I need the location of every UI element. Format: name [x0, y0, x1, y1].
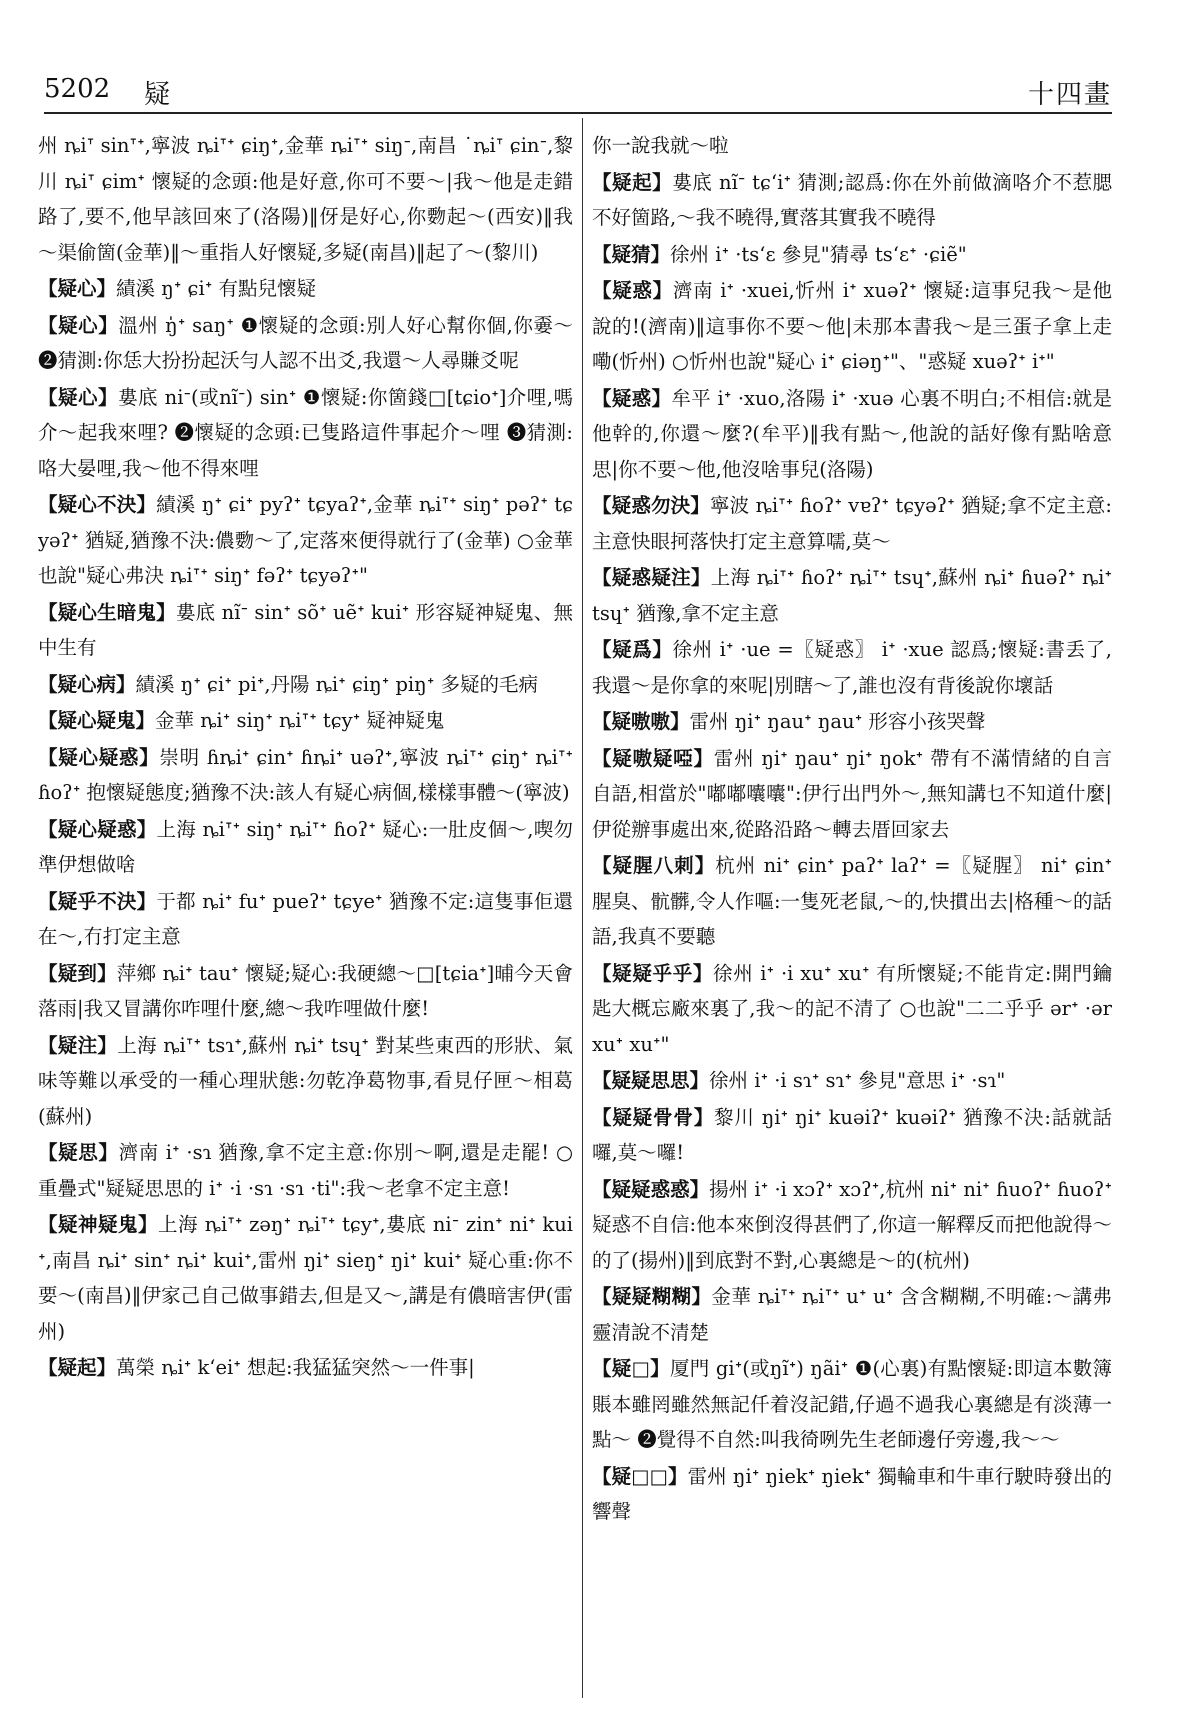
entry-headword: 【疑疑思思】 [592, 1069, 710, 1092]
dictionary-entry [592, 488, 1112, 559]
entry-headword: 【疑□□】 [592, 1464, 688, 1488]
entry-headword: 【疑起】 [592, 170, 673, 194]
entry-headword: 【疑猜】 [592, 242, 671, 266]
entry-headword: 【疑心疑惑】 [38, 745, 160, 769]
column-divider [582, 118, 583, 1698]
entry-text: 于都 ȵiᐩ fuᐩ pueʔᐩ tɕyeᐩ 猶豫不定:這隻事佢還在～,冇打定主意 [38, 889, 573, 948]
entry-headword: 【疑心】 [38, 385, 118, 409]
dictionary-entry [592, 1172, 1112, 1279]
entry-headword: 【疑疑骨骨】 [592, 1105, 715, 1129]
entry-headword: 【疑思】 [38, 1141, 119, 1164]
entry-text: 濟南 iᐩ ·sɿ 猶豫,拿不定主意:你別～啊,還是走罷! ○重疊式"疑疑思思的 iᐩ ·i ·sɿ ·sɿ ·ti":我～老拿不定主意! [38, 1141, 573, 1200]
entry-text: 績溪 ŋᐩ ɕiᐩ 有點兒懷疑 [116, 277, 317, 300]
dictionary-entry [38, 128, 573, 270]
entry-headword: 【疑心疑惑】 [38, 817, 157, 841]
dictionary-entry [592, 956, 1112, 1063]
entry-text: 黎川 ŋiᐩ ŋiᐩ kuəiʔᐩ kuəiʔᐩ 猶豫不決:話就話囉,莫～囉! [592, 1105, 1112, 1164]
entry-headword: 【疑嗷嗷】 [592, 710, 690, 733]
entry-text: 杭州 niᐩ ɕinᐩ paʔᐩ laʔᐩ =〖疑腥〗 niᐩ ɕinᐩ 腥臭、骯髒,令人作嘔:一隻死老鼠,～的,快摜出去|格種～的話語,我真不要聽 [592, 854, 1112, 948]
entry-headword: 【疑嗷疑啞】 [592, 746, 714, 770]
entry-text: 州 ȵiᐪ sinᐪᐩ,寧波 ȵiᐪᐩ ɕiŋᐩ,金華 ȵiᐪᐩ siŋᐨ,南昌 ˙ȵiᐪ ɕinᐨ,黎川 ȵiᐪ ɕimᐩ 懷疑的念頭:他是好意,你可不要～|我～他是走錯路了,要不,他早該回來了(洛陽)‖伢是好心,你覅起～(西安)‖我～渠偷箇(金華)‖～重指人好懷疑,多疑(南昌)‖起了～(黎川) [38, 134, 573, 264]
dictionary-entry [592, 1063, 1112, 1099]
entry-text: 徐州 iᐩ ·i xuᐩ xuᐩ 有所懷疑;不能肯定:開門鑰匙大概忘廠來裏了,我～的記不清了 ○也說"二二乎乎 ərᐩ ·ər xuᐩ xuᐩ" [592, 961, 1112, 1056]
entry-headword: 【疑□】 [592, 1357, 670, 1380]
dictionary-entry [38, 308, 573, 379]
dictionary-entry [38, 595, 573, 666]
dictionary-entry [38, 1350, 573, 1386]
entry-text: 厦門 giᐩ(或ŋĩᐩ) ŋãiᐩ ❶(心裏)有點懷疑:即這本數簿賬本雖罔雖然無記仟着沒記錯,仔過不過我心裏總是有淡薄一點～ ❷覺得不自然:叫我徛咧先生老師邊仔旁邊,我～～ [592, 1357, 1112, 1451]
dictionary-entry [592, 237, 1112, 273]
entry-text: 徐州 iᐩ ·ue =〖疑惑〗 iᐩ ·xue 認爲;懷疑:書丢了,我還～是你拿的來呢|別瞎～了,誰也沒有背後說你壞話 [592, 638, 1112, 697]
entry-headword: 【疑心不決】 [38, 493, 157, 516]
entry-headword: 【疑疑糊糊】 [592, 1285, 712, 1308]
dictionary-entry [592, 848, 1112, 955]
entry-text: 雷州 ŋiᐩ ŋauᐩ ŋauᐩ 形容小孩哭聲 [689, 710, 986, 733]
dictionary-entry [38, 271, 573, 307]
dictionary-entry [38, 1135, 573, 1206]
entry-text: 雷州 ŋiᐩ ŋauᐩ ŋiᐩ ŋokᐩ 帶有不滿情緒的自言自語,相當於"嘟嘟囔囔":伊行出門外～,無知講乜不知道什麼|伊從辦事處出來,從路沿路～轉去厝回家去 [592, 746, 1112, 841]
entry-headword: 【疑乎不決】 [38, 889, 157, 913]
dictionary-entry [592, 165, 1112, 236]
page-header [44, 70, 1112, 114]
entry-headword: 【疑腥八刺】 [592, 854, 716, 877]
entry-headword: 【疑神疑鬼】 [38, 1213, 159, 1236]
entry-text: 徐州 iᐩ ·tsʻɛ 參見"猜尋 tsʻɛᐩ ·ɕiẽ" [670, 242, 967, 266]
entry-text: 上海 ȵiᐪᐩ tsɿᐩ,蘇州 ȵiᐩ tsɥᐩ 對某些東西的形狀、氣味等難以承受的一種心理狀態:勿乾净葛物事,看見仔匣～相葛(蘇州) [38, 1033, 573, 1128]
entry-headword: 【疑惑】 [592, 279, 673, 302]
entry-headword: 【疑心生暗鬼】 [38, 600, 176, 624]
dictionary-entry [592, 1351, 1112, 1458]
entry-text: 婁底 niᐨ(或nĩᐨ) sinᐩ ❶懷疑:你箇錢□[tɕioᐩ]介哩,嗎介～起我來哩? ❷懷疑的念頭:已隻路這件事起介～哩 ❸猜測:咯大晏哩,我～他不得來哩 [38, 385, 573, 480]
dictionary-entry [592, 1459, 1112, 1530]
dictionary-entry [592, 1100, 1112, 1171]
entry-text: 溫州 ŋ̍ᐩ saŋᐩ ❶懷疑的念頭:別人好心幫你個,你嫑～ ❷猜測:你恁大扮扮起沃勻人認不出爻,我還～人尋賺爻呢 [38, 313, 573, 372]
entry-text: 寧波 ȵiᐪᐩ ɦoʔᐩ vɐʔᐩ tɕyəʔᐩ 猶疑;拿不定主意:主意快眼抲落快打定主意算嚅,莫～ [592, 494, 1112, 553]
dictionary-entry [38, 884, 573, 955]
entry-headword: 【疑惑】 [592, 386, 672, 410]
entry-headword: 【疑注】 [38, 1033, 118, 1057]
dictionary-entry [592, 632, 1112, 703]
dictionary-entry [592, 1279, 1112, 1350]
entry-text: 萍鄉 ȵiᐩ tauᐩ 懷疑;疑心:我硬總～□[tɕiaᐩ]晡今天會落雨|我又冒講你咋哩什麼,總～我咋哩做什麼! [38, 961, 573, 1020]
dictionary-entry [592, 741, 1112, 848]
dictionary-entry [592, 381, 1112, 488]
right-column [592, 128, 1112, 1688]
entry-headword: 【疑心】 [38, 313, 119, 337]
entry-headword: 【疑到】 [38, 961, 117, 985]
dictionary-entry [38, 812, 573, 883]
entry-text: 雷州 ŋiᐩ ŋiekᐩ ŋiekᐩ 獨輪車和牛車行駛時發出的響聲 [592, 1464, 1112, 1523]
entry-text: 徐州 iᐩ ·i sɿᐩ sɿᐩ 參見"意思 iᐩ ·sɿ" [709, 1069, 1006, 1092]
entry-headword: 【疑惑勿決】 [592, 494, 710, 517]
entry-text: 金華 ȵiᐪᐩ ȵiᐪᐩ uᐩ uᐩ 含含糊糊,不明確:～講弗靈清說不清楚 [592, 1285, 1112, 1344]
dictionary-entry [38, 740, 573, 811]
entry-text: 萬榮 ȵiᐩ kʻeiᐩ 想起:我猛猛突然～一件事| [116, 1356, 475, 1379]
entry-text: 你一說我就～啦 [592, 134, 729, 157]
dictionary-entry [38, 956, 573, 1027]
entry-text: 上海 ȵiᐪᐩ zəŋᐩ ȵiᐪᐩ tɕyᐩ,婁底 niᐨ zinᐩ niᐩ kuiᐩ,南昌 ȵiᐩ sinᐩ ȵiᐩ kuiᐩ,雷州 ŋiᐩ sieŋᐩ ŋiᐩ kuiᐩ 疑心重:你不要～(南昌)‖伊家己自己做事錯去,但是又～,講是有儂暗害伊(雷州) [38, 1213, 573, 1343]
stroke-section: 十四畫 [1027, 80, 1112, 110]
entry-text: 婁底 nĩᐨ sinᐩ sõᐩ uẽᐩ kuiᐩ 形容疑神疑鬼、無中生有 [38, 600, 573, 659]
dictionary-entry [592, 560, 1112, 631]
entry-text: 績溪 ŋᐩ ɕiᐩ piᐩ,丹陽 ȵiᐩ ɕiŋᐩ piŋᐩ 多疑的毛病 [135, 672, 539, 696]
entry-headword: 【疑爲】 [592, 638, 673, 661]
entry-text: 上海 ȵiᐪᐩ ɦoʔᐩ ȵiᐪᐩ tsɥᐩ,蘇州 ȵiᐩ ɦuəʔᐩ ȵiᐩ tsɥᐩ 猶豫,拿不定主意 [592, 566, 1112, 625]
entry-headword: 【疑疑惑惑】 [592, 1177, 710, 1201]
running-head-character: 疑 [144, 80, 171, 110]
entry-text: 牟平 iᐩ ·xuo,洛陽 iᐩ ·xuə 心裏不明白;不相信:就是他幹的,你還～麼?(牟平)‖我有點～,他說的話好像有點啥意思|你不要～他,他沒啥事兒(洛陽) [592, 386, 1112, 481]
entry-text: 上海 ȵiᐪᐩ siŋᐩ ȵiᐪᐩ ɦoʔᐩ 疑心:一肚皮個～,喫勿準伊想做啥 [38, 817, 573, 876]
entry-text: 揚州 iᐩ ·i xɔʔᐩ xɔʔᐩ,杭州 niᐩ niᐩ ɦuoʔᐩ ɦuoʔᐩ 疑惑不自信:他本來倒沒得甚們了,你這一解釋反而把他說得～的了(揚州)‖到底對不對,心裏總是～的(杭州) [592, 1177, 1112, 1272]
entry-headword: 【疑心疑鬼】 [38, 709, 156, 732]
left-column [38, 128, 573, 1688]
dictionary-entry [592, 128, 1112, 164]
dictionary-entry [38, 703, 573, 739]
dictionary-entry [38, 1207, 573, 1349]
dictionary-entry [592, 704, 1112, 740]
entry-text: 績溪 ŋᐩ ɕiᐩ pyʔᐩ tɕyaʔᐩ,金華 ȵiᐪᐩ siŋᐩ pəʔᐩ tɕyəʔᐩ 猶疑,猶豫不決:儂覅～了,定落來便得就行了(金華) ○金華也說"疑心弗決 ȵiᐪᐩ siŋᐩ fəʔᐩ tɕyəʔᐩ" [38, 493, 573, 587]
header-rule [44, 112, 1112, 114]
entry-text: 婁底 nĩᐨ tɕʻiᐩ 猜測;認爲:你在外前做滴咯介不惹腮不好箇路,～我不曉得,實落其實我不曉得 [592, 170, 1112, 229]
dictionary-entry [38, 667, 573, 703]
entry-headword: 【疑惑疑注】 [592, 566, 711, 589]
entry-headword: 【疑心】 [38, 277, 117, 300]
entry-text: 崇明 ɦȵiᐩ ɕinᐩ ɦȵiᐩ uəʔᐩ,寧波 ȵiᐪᐩ ɕiŋᐩ ȵiᐪᐩ ɦoʔᐩ 抱懷疑態度;猶豫不決:該人有疑心病個,樣樣事體～(寧波) [38, 745, 573, 804]
entry-headword: 【疑心病】 [38, 672, 136, 696]
dictionary-entry [38, 380, 573, 487]
entry-text: 濟南 iᐩ ·xuei,忻州 iᐩ xuəʔᐩ 懷疑:這事兒我～是他說的!(濟南)‖這事你不要～他|未那本書我～是三蛋子拿上走嘞(忻州) ○忻州也說"疑心 iᐩ ɕiəŋᐩ"、"惑疑 xuəʔᐩ iᐩ" [592, 279, 1112, 373]
page-number: 5202 [44, 74, 111, 104]
entry-headword: 【疑起】 [38, 1356, 117, 1379]
dictionary-entry [38, 487, 573, 594]
dictionary-entry [592, 273, 1112, 380]
entry-text: 金華 ȵiᐩ siŋᐩ ȵiᐪᐩ tɕyᐩ 疑神疑鬼 [155, 709, 445, 732]
dictionary-entry [38, 1028, 573, 1135]
entry-headword: 【疑疑乎乎】 [592, 961, 714, 985]
